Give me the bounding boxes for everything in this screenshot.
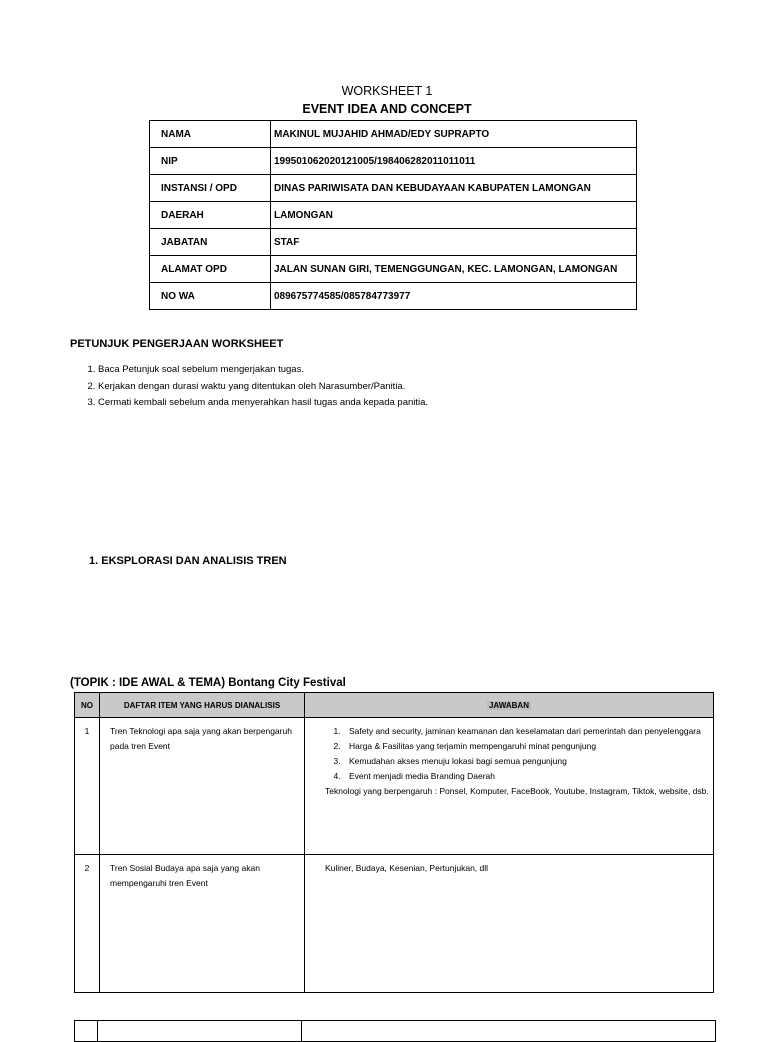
- row-answer: Kuliner, Budaya, Kesenian, Pertunjukan, dll: [305, 855, 714, 993]
- header-answer: [305, 693, 714, 718]
- identity-row: [150, 121, 637, 148]
- table-row: [75, 718, 714, 855]
- identity-label: NAMA: [150, 121, 271, 148]
- identity-value: JALAN SUNAN GIRI, TEMENGGUNGAN, KEC. LAMONGAN, LAMONGAN: [271, 256, 637, 283]
- table-header-row: [75, 693, 714, 718]
- row-number: 1: [75, 718, 100, 855]
- instructions-heading: PETUNJUK PENGERJAAN WORKSHEET: [70, 338, 284, 350]
- header-item: DAFTAR ITEM YANG HARUS DIANALISIS: [100, 693, 305, 718]
- answer-item: 1. Safety and security, jaminan keamanan dan keselamatan dari pemerintah dan penyelenggara: [343, 724, 709, 739]
- identity-label: JABATAN: [150, 229, 271, 256]
- identity-row: [150, 229, 637, 256]
- analysis-table: [74, 692, 714, 993]
- worksheet-title: WORKSHEET 1: [341, 84, 433, 98]
- identity-row: [150, 175, 637, 202]
- header-no: NO: [75, 693, 100, 718]
- instruction-item: 3. Cermati kembali sebelum anda menyerahkan hasil tugas anda kepada panitia.: [98, 395, 428, 412]
- header-answer-label: JAWABAN: [488, 700, 529, 710]
- identity-label: NO WA: [150, 283, 271, 310]
- identity-value: DINAS PARIWISATA DAN KEBUDAYAAN KABUPATEN LAMONGAN: [271, 175, 637, 202]
- identity-label: DAERAH: [150, 202, 271, 229]
- section-heading: 1. EKSPLORASI DAN ANALISIS TREN: [89, 555, 287, 567]
- identity-label: NIP: [150, 148, 271, 175]
- identity-label: INSTANSI / OPD: [150, 175, 271, 202]
- row-item: Tren Sosial Budaya apa saja yang akan mempengaruhi tren Event: [100, 855, 305, 993]
- identity-value: MAKINUL MUJAHID AHMAD/EDY SUPRAPTO: [271, 121, 637, 148]
- instructions-list: [70, 362, 428, 412]
- identity-row: [150, 283, 637, 310]
- identity-row: [150, 202, 637, 229]
- instruction-item: 1. Baca Petunjuk soal sebelum mengerjakan tugas.: [98, 362, 428, 379]
- answer-note: Teknologi yang berpengaruh : Ponsel, Komputer, FaceBook, Youtube, Instagram, Tiktok, website, dsb.: [325, 786, 709, 796]
- column-divider: [301, 1021, 302, 1041]
- identity-row: [150, 148, 637, 175]
- answer-item: 2. Harga & Fasilitas yang terjamin mempengaruhi minat pengunjung: [343, 739, 709, 754]
- identity-value: LAMONGAN: [271, 202, 637, 229]
- identity-value: 089675774585/085784773977: [271, 283, 637, 310]
- table-row: [75, 855, 714, 993]
- answer-item: 3. Kemudahan akses menuju lokasi bagi semua pengunjung: [343, 754, 709, 769]
- instruction-item: 2. Kerjakan dengan durasi waktu yang ditentukan oleh Narasumber/Panitia.: [98, 379, 428, 396]
- answer-item: 4. Event menjadi media Branding Daerah: [343, 769, 709, 784]
- topic-heading: (TOPIK : IDE AWAL & TEMA) Bontang City Festival: [70, 677, 346, 689]
- answer-list: [325, 724, 709, 784]
- worksheet-subtitle: EVENT IDEA AND CONCEPT: [302, 102, 472, 116]
- identity-row: [150, 256, 637, 283]
- identity-value: 199501062020121005/198406282011011011: [271, 148, 637, 175]
- column-divider: [97, 1021, 98, 1041]
- row-item: Tren Teknologi apa saja yang akan berpengaruh pada tren Event: [100, 718, 305, 855]
- row-number: 2: [75, 855, 100, 993]
- identity-value: STAF: [271, 229, 637, 256]
- identity-label: ALAMAT OPD: [150, 256, 271, 283]
- next-table-row: [74, 1020, 716, 1042]
- identity-table: [149, 120, 637, 310]
- row-answer: [305, 718, 714, 855]
